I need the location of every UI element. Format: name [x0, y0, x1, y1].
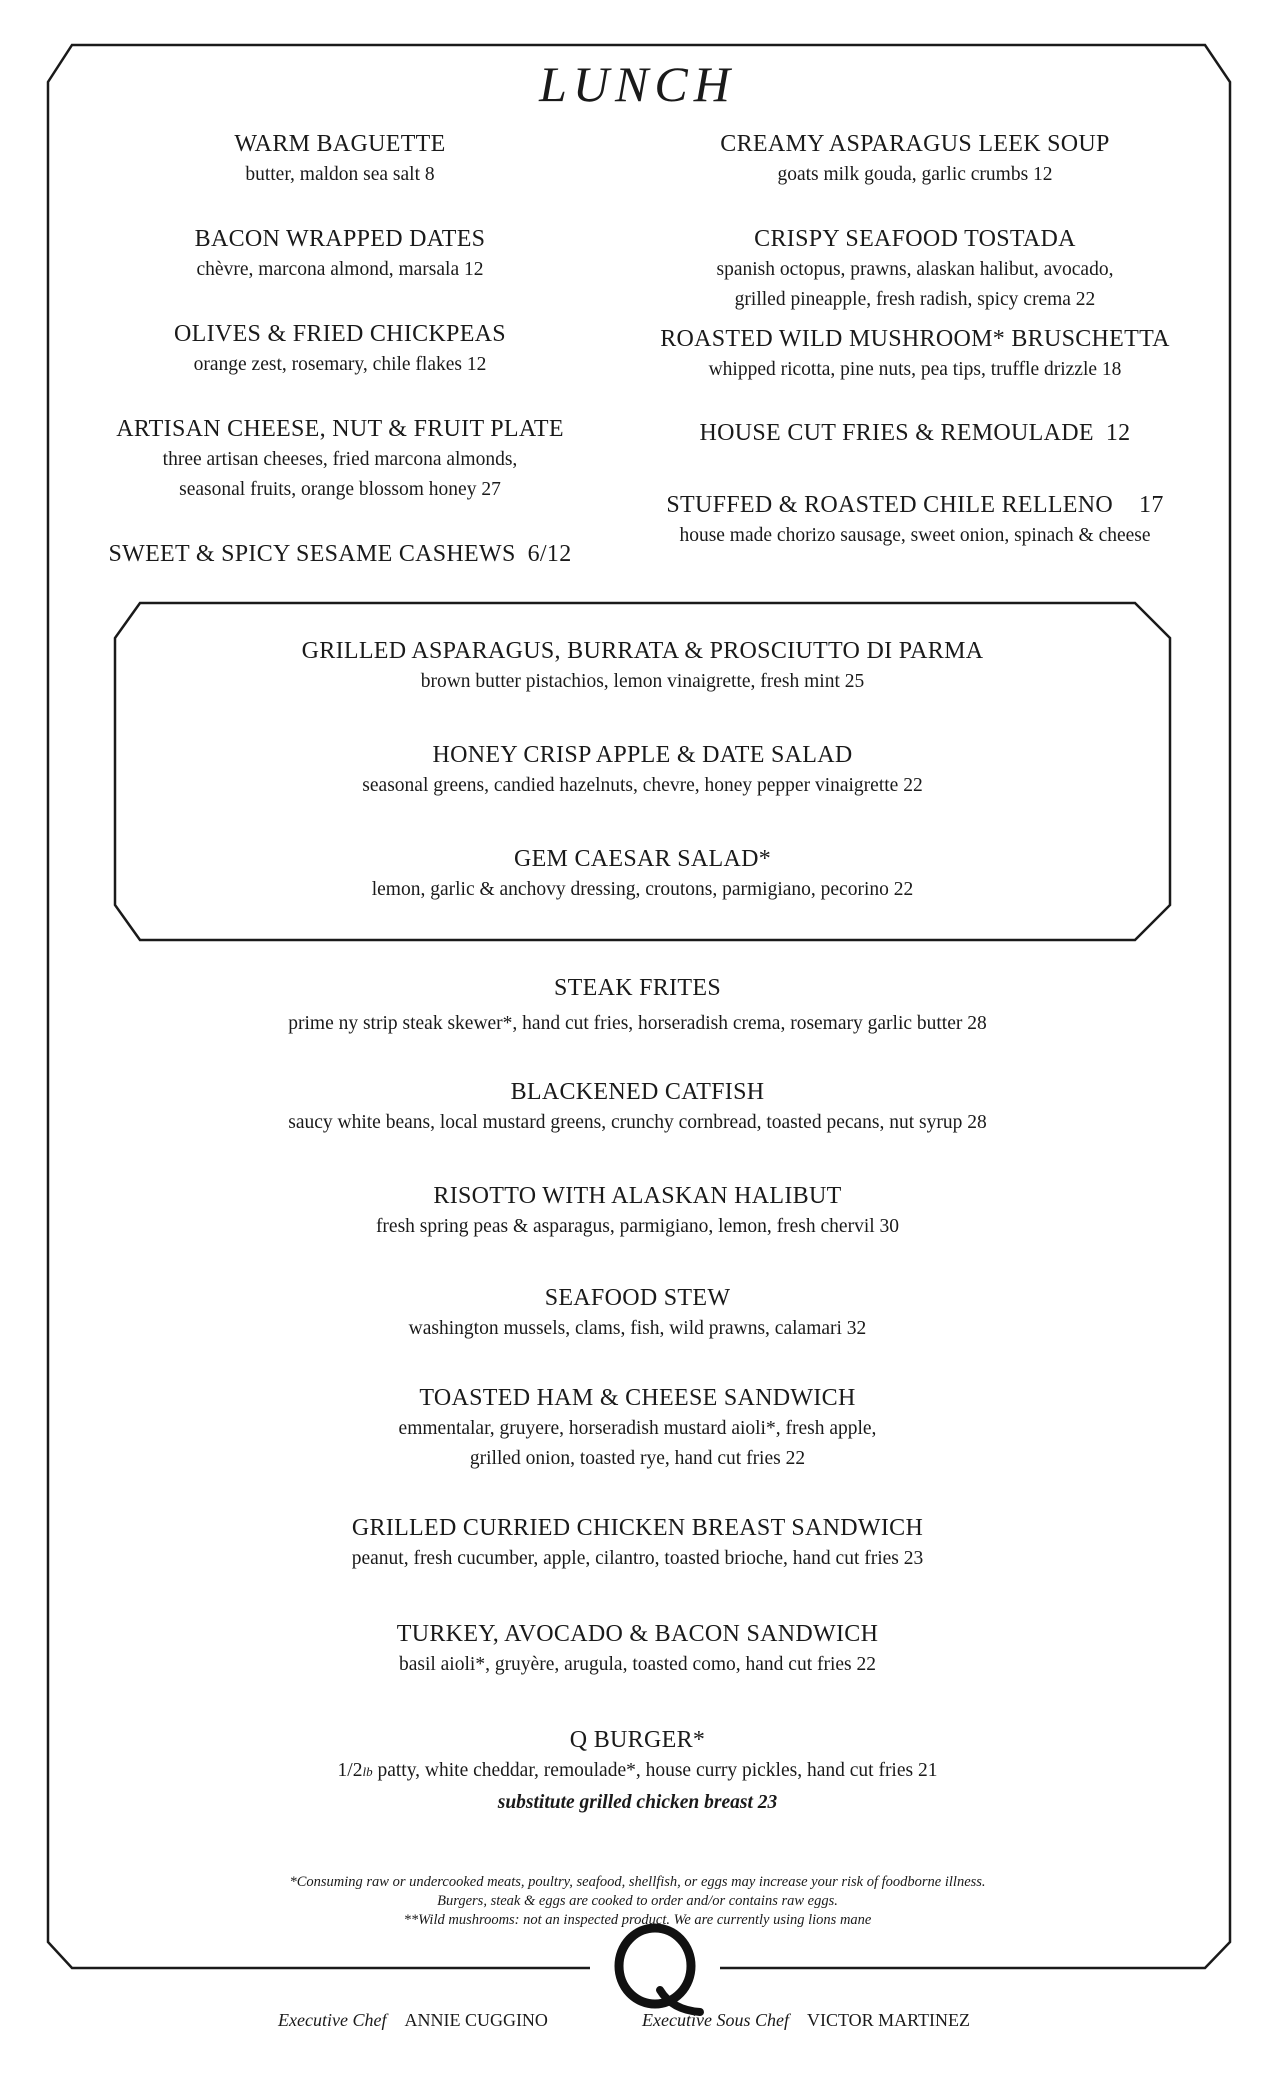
chef-name: VICTOR MARTINEZ [806, 2010, 971, 2030]
item-description: grilled onion, toasted rye, hand cut fries 22 [469, 1448, 806, 1469]
item-name: WARM BAGUETTE [234, 131, 446, 157]
item-name: RISOTTO WITH ALASKAN HALIBUT [433, 1183, 842, 1209]
item-description: peanut, fresh cucumber, apple, cilantro, toasted brioche, hand cut fries 23 [351, 1548, 924, 1569]
item-name: ARTISAN CHEESE, NUT & FRUIT PLATE [116, 416, 564, 442]
item-name: HONEY CRISP APPLE & DATE SALAD [432, 742, 853, 768]
item-name: Q BURGER* [569, 1727, 706, 1753]
item-name: CREAMY ASPARAGUS LEEK SOUP [720, 131, 1110, 157]
chef-name: ANNIE CUGGINO [404, 2010, 548, 2030]
item-name: STEAK FRITES [554, 975, 721, 1001]
item-name: TURKEY, AVOCADO & BACON SANDWICH [396, 1621, 879, 1647]
item-name: SWEET & SPICY SESAME CASHEWS 6/12 [108, 541, 572, 567]
item-description: washington mussels, clams, fish, wild prawns, calamari 32 [408, 1318, 867, 1339]
item-description: butter, maldon sea salt 8 [245, 164, 435, 185]
item-description: three artisan cheeses, fried marcona almonds, [162, 449, 518, 470]
item-name: GRILLED ASPARAGUS, BURRATA & PROSCIUTTO DI PARMA [301, 638, 984, 664]
item-substitution: substitute grilled chicken breast 23 [497, 1792, 778, 1813]
item-description: seasonal greens, candied hazelnuts, chevre, honey pepper vinaigrette 22 [362, 775, 923, 796]
item-description: 1/2lb patty, white cheddar, remoulade*, house curry pickles, hand cut fries 21 [337, 1760, 938, 1781]
item-name: STUFFED & ROASTED CHILE RELLENO 17 [666, 492, 1164, 518]
item-description: whipped ricotta, pine nuts, pea tips, truffle drizzle 18 [708, 359, 1122, 380]
item-price: 6/12 [527, 541, 572, 567]
item-name: ROASTED WILD MUSHROOM* BRUSCHETTA [660, 326, 1170, 352]
menu-title: LUNCH [539, 56, 736, 112]
item-name: GEM CAESAR SALAD* [513, 846, 772, 872]
item-price: 17 [1139, 492, 1164, 518]
item-name: OLIVES & FRIED CHICKPEAS [174, 321, 506, 347]
item-description: seasonal fruits, orange blossom honey 27 [179, 479, 501, 500]
item-description: grilled pineapple, fresh radish, spicy crema 22 [734, 289, 1096, 310]
item-name: HOUSE CUT FRIES & REMOULADE 12 [699, 420, 1131, 446]
item-description: orange zest, rosemary, chile flakes 12 [193, 354, 487, 375]
item-name: BACON WRAPPED DATES [194, 226, 486, 252]
item-name: TOASTED HAM & CHEESE SANDWICH [419, 1385, 856, 1411]
executive-chef [278, 2010, 548, 2031]
item-description: goats milk gouda, garlic crumbs 12 [777, 164, 1053, 185]
item-name: CRISPY SEAFOOD TOSTADA [754, 226, 1076, 252]
item-description: spanish octopus, prawns, alaskan halibut, avocado, [716, 259, 1114, 280]
chef-role: Executive Chef [278, 2010, 387, 2030]
executive-sous-chef [642, 2010, 970, 2031]
item-description: chèvre, marcona almond, marsala 12 [196, 259, 484, 280]
item-name: GRILLED CURRIED CHICKEN BREAST SANDWICH [351, 1515, 924, 1541]
health-disclaimer: *Consuming raw or undercooked meats, poultry, seafood, shellfish, or eggs may increase your risk of foodborne illness. Burgers, steak & eggs are cooked to order and/or contains raw eggs. **Wild mushrooms: not an inspected product. We are currently using lions mane [289, 1874, 986, 1928]
item-name: BLACKENED CATFISH [510, 1079, 765, 1105]
item-description: brown butter pistachios, lemon vinaigrette, fresh mint 25 [420, 671, 865, 692]
item-description: house made chorizo sausage, sweet onion, spinach & cheese [679, 525, 1151, 546]
chef-role: Executive Sous Chef [642, 2010, 789, 2030]
item-description: emmentalar, gruyere, horseradish mustard aioli*, fresh apple, [398, 1418, 877, 1439]
item-description: lemon, garlic & anchovy dressing, croutons, parmigiano, pecorino 22 [371, 879, 914, 900]
item-description: basil aioli*, gruyère, arugula, toasted como, hand cut fries 22 [398, 1654, 877, 1675]
item-description: fresh spring peas & asparagus, parmigiano, lemon, fresh chervil 30 [375, 1216, 900, 1237]
item-description: saucy white beans, local mustard greens, crunchy cornbread, toasted pecans, nut syrup 28 [288, 1112, 987, 1133]
item-description: prime ny strip steak skewer*, hand cut fries, horseradish crema, rosemary garlic butter 28 [288, 1013, 987, 1034]
item-name: SEAFOOD STEW [544, 1285, 731, 1311]
svg-text:Q: Q [0, 0, 1, 1]
item-price: 12 [1105, 420, 1131, 446]
